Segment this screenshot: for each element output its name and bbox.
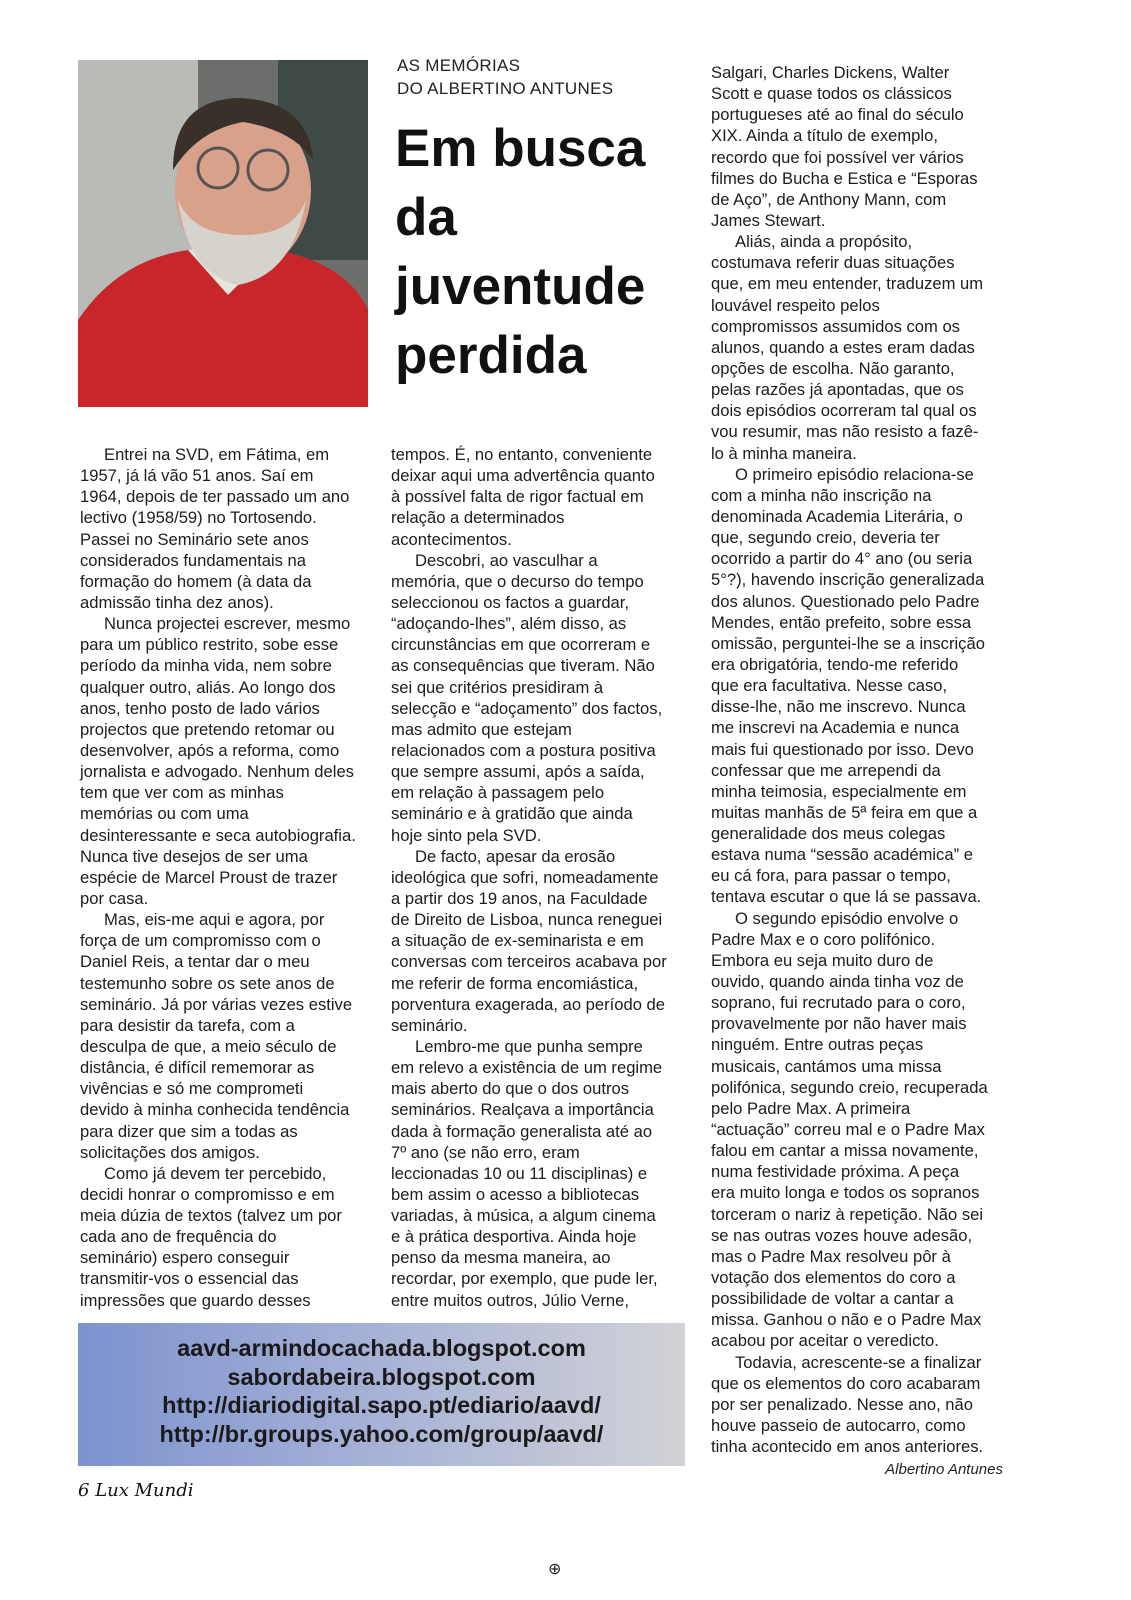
text-line: seminário. <box>391 1015 468 1035</box>
text-line: era muito longa e todos os sopranos <box>711 1183 980 1203</box>
text-line: Lembro-me que punha sempre <box>415 1036 643 1056</box>
link-blog-sabordabeira[interactable]: sabordabeira.blogspot.com <box>227 1363 536 1390</box>
text-line: torceram o nariz à repetição. Não sei <box>711 1204 984 1224</box>
article-column-2 <box>391 444 667 1311</box>
text-line: minha teimosia, especialmente em <box>711 781 967 801</box>
text-line: formação do homem (à data da <box>80 571 312 591</box>
text-line: 1957, já lá vão 51 anos. Saí em <box>80 466 314 486</box>
link-blog-armindocachada[interactable]: aavd-armindocachada.blogspot.com <box>177 1335 586 1361</box>
article-title <box>395 114 645 390</box>
kicker-line: AS MEMÓRIAS <box>397 56 521 75</box>
text-line: desenvolver, após a reforma, como <box>80 740 340 760</box>
text-line: omissão, perguntei-lhe se a inscrição <box>711 633 985 653</box>
kicker-line: DO ALBERTINO ANTUNES <box>397 79 614 98</box>
text-line: jornalista e advogado. Nenhum deles <box>80 762 354 782</box>
text-line: confessar que me arrependi da <box>711 760 941 780</box>
text-line: tentava escutar o que lá se passava. <box>711 887 982 907</box>
text-line: Embora eu seja muito duro de <box>711 950 934 970</box>
article-column-1 <box>80 444 356 1311</box>
text-line: acabou por aceitar o veredicto. <box>711 1331 939 1351</box>
text-line: Aliás, ainda a propósito, <box>735 232 913 252</box>
text-line: e à prática desportiva. Ainda hoje <box>391 1227 637 1247</box>
text-line: muitas manhãs de 5ª feira em que a <box>711 802 978 822</box>
text-line: dos alunos. Questionado pelo Padre <box>711 591 980 611</box>
text-line: ouvido, quando ainda tinha voz de <box>711 972 964 992</box>
text-line: selecção e “adoçamento” dos factos, <box>391 698 663 718</box>
paragraph <box>711 62 988 231</box>
text-line: se nas outras vozes houve adesão, <box>711 1225 973 1245</box>
text-line: a partir dos 19 anos, na Faculdade <box>391 888 648 908</box>
text-line: 7º ano (se não erro, eram <box>391 1142 580 1162</box>
text-line: Salgari, Charles Dickens, Walter <box>711 63 950 82</box>
text-line: sei que critérios presidiram à <box>391 677 604 697</box>
text-line: opções de escolha. Não garanto, <box>711 358 955 378</box>
portrait-image <box>78 60 368 407</box>
text-line: soprano, fui recrutado para o coro, <box>711 993 966 1013</box>
text-line: vou resumir, mas não resisto a fazê- <box>711 422 979 442</box>
text-line: Como já devem ter percebido, <box>104 1163 327 1183</box>
article-column-3 <box>711 62 988 1457</box>
text-line: lectivo (1958/59) no Tortosendo. <box>80 508 317 528</box>
text-line: generalidade dos meus colegas <box>711 824 946 844</box>
text-line: período da minha vida, nem sobre <box>80 656 332 676</box>
text-line: para dizer que sim a todas as <box>80 1121 298 1141</box>
text-line: Scott e quase todos os clássicos <box>711 84 952 104</box>
text-line: variadas, à música, a algum cinema <box>391 1206 656 1226</box>
text-line: “actuação” correu mal e o Padre Max <box>711 1120 985 1140</box>
text-line: vivências e só me comprometi <box>80 1079 304 1099</box>
text-line: mas o Padre Max resolveu pôr à <box>711 1246 951 1266</box>
text-line: XIX. Ainda a título de exemplo, <box>711 126 938 146</box>
text-line: denominada Academia Literária, o <box>711 506 963 526</box>
text-line: lo à minha maneira. <box>711 443 857 463</box>
text-line: anos, tenho posto de lado vários <box>80 698 320 718</box>
text-line: Entrei na SVD, em Fátima, em <box>104 445 330 464</box>
text-line: seminário e à gratidão que ainda <box>391 804 633 824</box>
text-line: musicais, cantámos uma missa <box>711 1056 942 1076</box>
text-line: Mas, eis-me aqui e agora, por <box>104 910 325 930</box>
text-line: James Stewart. <box>711 210 826 230</box>
paragraph <box>391 550 667 846</box>
text-line: a situação de ex-seminarista e em <box>391 931 644 951</box>
text-line: acontecimentos. <box>391 529 512 549</box>
text-line: espécie de Marcel Proust de trazer <box>80 867 338 887</box>
text-line: meia dúzia de textos (talvez um por <box>80 1206 342 1226</box>
text-line: me referir de forma encomiástica, <box>391 973 639 993</box>
link-diariodigital[interactable]: http://diariodigital.sapo.pt/ediario/aavd/ <box>162 1392 601 1418</box>
author-photo <box>78 60 368 407</box>
text-line: memórias ou com uma <box>80 804 249 824</box>
text-line: eu cá fora, para passar o tempo, <box>711 866 951 886</box>
author-signature: Albertino Antunes <box>885 1461 1003 1478</box>
text-line: dada à formação generalista até ao <box>391 1121 653 1141</box>
paragraph <box>80 613 356 909</box>
text-line: O segundo episódio envolve o <box>735 908 959 928</box>
text-line: Nunca projectei escrever, mesmo <box>104 614 351 634</box>
text-line: que era facultativa. Nesse caso, <box>711 676 948 696</box>
text-line: ideológica que sofri, nomeadamente <box>391 867 659 887</box>
text-line: tem que ver com as minhas <box>80 783 284 803</box>
text-line: transmitir-vos o essencial das <box>80 1269 299 1289</box>
text-line: Daniel Reis, a tentar dar o meu <box>80 952 310 972</box>
text-line: conversas com terceiros acabava por <box>391 952 667 972</box>
text-line: que, segundo creio, deveria ter <box>711 528 940 548</box>
text-line: distância, é difícil rememorar as <box>80 1058 315 1078</box>
title-line: juventude <box>395 257 646 316</box>
text-line: que, em meu entender, traduzem um <box>711 274 984 294</box>
paragraph <box>391 1036 667 1311</box>
text-line: dois episódios ocorreram tal qual os <box>711 401 977 421</box>
publication-name: Lux Mundi <box>95 1480 194 1501</box>
text-line: de Aço”, de Anthony Mann, com <box>711 189 947 209</box>
text-line: memória, que o decurso do tempo <box>391 571 644 591</box>
text-line: em relação à passagem pelo <box>391 783 605 803</box>
text-line: tempos. É, no entanto, conveniente <box>391 445 653 464</box>
paragraph <box>391 846 667 1036</box>
text-line: ocorrido a partir do 4° ano (ou seria <box>711 549 973 569</box>
text-line: seminário. Já por várias vezes estive <box>80 994 353 1014</box>
text-line: mais fui questionado por isso. Devo <box>711 739 974 759</box>
text-line: considerados fundamentais na <box>80 550 307 570</box>
text-line: admissão tinha dez anos). <box>80 592 274 612</box>
paragraph <box>391 444 667 550</box>
text-line: costumava referir duas situações <box>711 253 955 273</box>
text-line: disse-lhe, não me inscrevo. Nunca <box>711 697 966 717</box>
text-line: força de um compromisso com o <box>80 931 321 951</box>
text-line: Descobri, ao vasculhar a <box>415 550 598 570</box>
text-line: testemunho sobre os sete anos de <box>80 973 335 993</box>
text-line: mas admito que estejam <box>391 719 572 739</box>
text-line: deixar aqui uma advertência quanto <box>391 466 655 486</box>
text-line: portugueses até ao final do século <box>711 105 964 125</box>
page-footer <box>78 1480 194 1501</box>
text-line: pelas razões já apontadas, que os <box>711 380 964 400</box>
text-line: De facto, apesar da erosão <box>415 846 616 866</box>
text-line: leccionadas 10 ou 11 disciplinas) e <box>391 1163 648 1183</box>
text-line: Todavia, acrescente-se a finalizar <box>735 1352 982 1372</box>
paragraph <box>80 444 356 613</box>
text-line: era obrigatória, tendo-me referido <box>711 654 959 674</box>
text-line: seminários. Realçava a importância <box>391 1100 654 1120</box>
text-line: louvável respeito pelos <box>711 295 880 315</box>
text-line: devido à minha conhecida tendência <box>80 1100 350 1120</box>
text-line: seleccionou os factos a guardar, <box>391 592 629 612</box>
paragraph <box>711 1352 988 1458</box>
text-line: em relevo a existência de um regime <box>391 1058 663 1078</box>
text-line: numa festividade próxima. A peça <box>711 1162 960 1182</box>
text-line: projectos que pretendo retomar ou <box>80 719 335 739</box>
text-line: porventura exagerada, ao período de <box>391 994 665 1014</box>
text-line: impressões que guardo desses <box>80 1290 311 1310</box>
text-line: alunos, quando a estes eram dadas <box>711 337 975 357</box>
text-line: para um público restrito, sobe esse <box>80 635 339 655</box>
text-line: O primeiro episódio relaciona-se <box>735 464 974 484</box>
text-line: penso da mesma maneira, ao <box>391 1248 611 1268</box>
paragraph <box>711 908 988 1352</box>
text-line: houve passeio de autocarro, como <box>711 1416 966 1435</box>
text-line: possibilidade de voltar a cantar a <box>711 1289 954 1309</box>
text-line: hoje sinto pela SVD. <box>391 825 542 845</box>
text-line: falou em cantar a missa novamente, <box>711 1141 979 1161</box>
text-line: “adoçando-lhes”, além disso, as <box>391 614 627 634</box>
paragraph <box>80 909 356 1163</box>
text-line: recordo que foi possível ver vários <box>711 147 964 167</box>
text-line: Passei no Seminário sete anos <box>80 529 309 549</box>
title-line: da <box>395 188 457 247</box>
paragraph <box>80 1163 356 1311</box>
text-line: bem assim o acesso a bibliotecas <box>391 1184 640 1204</box>
text-line: solicitações dos amigos. <box>80 1142 260 1162</box>
text-line: estava numa “sessão académica” e <box>711 845 973 865</box>
text-line: pelo Padre Max. A primeira <box>711 1098 911 1118</box>
text-line: missa. Ganhou o não e o Padre Max <box>711 1310 982 1330</box>
text-line: recordar, por exemplo, que pude ler, <box>391 1269 658 1289</box>
link-yahoo-group[interactable]: http://br.groups.yahoo.com/group/aavd/ <box>159 1420 604 1447</box>
text-line: entre muitos outros, Júlio Verne, <box>391 1290 629 1310</box>
text-line: Nunca tive desejos de ser uma <box>80 846 308 866</box>
text-line: Mendes, então prefeito, sobre essa <box>711 612 972 632</box>
text-line: votação dos elementos do coro a <box>711 1268 956 1288</box>
text-line: Padre Max e o coro polifónico. <box>711 929 936 949</box>
text-line: desculpa de que, a meio século de <box>80 1036 337 1056</box>
text-line: provavelmente por não haver mais <box>711 1014 967 1034</box>
text-line: para desistir da tarefa, com a <box>80 1015 295 1035</box>
text-line: compromissos assumidos com os <box>711 316 960 336</box>
text-line: à possível falta de rigor factual em <box>391 487 644 507</box>
text-line: tinha acontecido em anos anteriores. <box>711 1437 984 1457</box>
text-line: com a minha não inscrição na <box>711 485 932 505</box>
article-kicker <box>397 54 613 100</box>
text-line: que os elementos do coro acabaram <box>711 1373 981 1393</box>
text-line: por ser penalizado. Nesse ano, não <box>711 1394 973 1414</box>
text-line: me inscrevi na Academia e nunca <box>711 718 960 738</box>
text-line: as consequências que tiveram. Não <box>391 656 655 676</box>
text-line: 1964, depois de ter passado um ano <box>80 487 350 507</box>
page-number: 6 <box>78 1480 90 1501</box>
text-line: relacionados com a postura positiva <box>391 740 656 760</box>
text-line: decidi honrar o compromisso e em <box>80 1184 335 1204</box>
title-line: perdida <box>395 326 587 385</box>
text-line: por casa. <box>80 888 149 908</box>
text-line: que sempre assumi, após a saída, <box>391 762 645 782</box>
text-line: de Direito de Lisboa, nunca reneguei <box>391 910 663 930</box>
text-line: polifónica, segundo creio, recuperada <box>711 1077 988 1097</box>
registration-mark-icon: ⊕ <box>548 1561 562 1578</box>
text-line: seminário) espero conseguir <box>80 1248 290 1268</box>
text-line: qualquer outro, aliás. Ao longo dos <box>80 677 336 697</box>
text-line: mais aberto do que o dos outros <box>391 1079 629 1099</box>
text-line: filmes do Bucha e Estica e “Esporas <box>711 168 978 188</box>
text-line: desinteressante e seca autobiografia. <box>80 825 356 845</box>
paragraph <box>711 231 988 464</box>
text-line: cada ano de frequência do <box>80 1227 277 1247</box>
text-line: 5°?), havendo inscrição generalizada <box>711 570 985 590</box>
text-line: relação a determinados <box>391 508 565 528</box>
text-line: ninguém. Entre outras peças <box>711 1035 924 1055</box>
paragraph <box>711 464 988 908</box>
links-box <box>78 1323 685 1466</box>
title-line: Em busca <box>395 119 646 178</box>
text-line: circunstâncias em que ocorreram e <box>391 635 651 655</box>
